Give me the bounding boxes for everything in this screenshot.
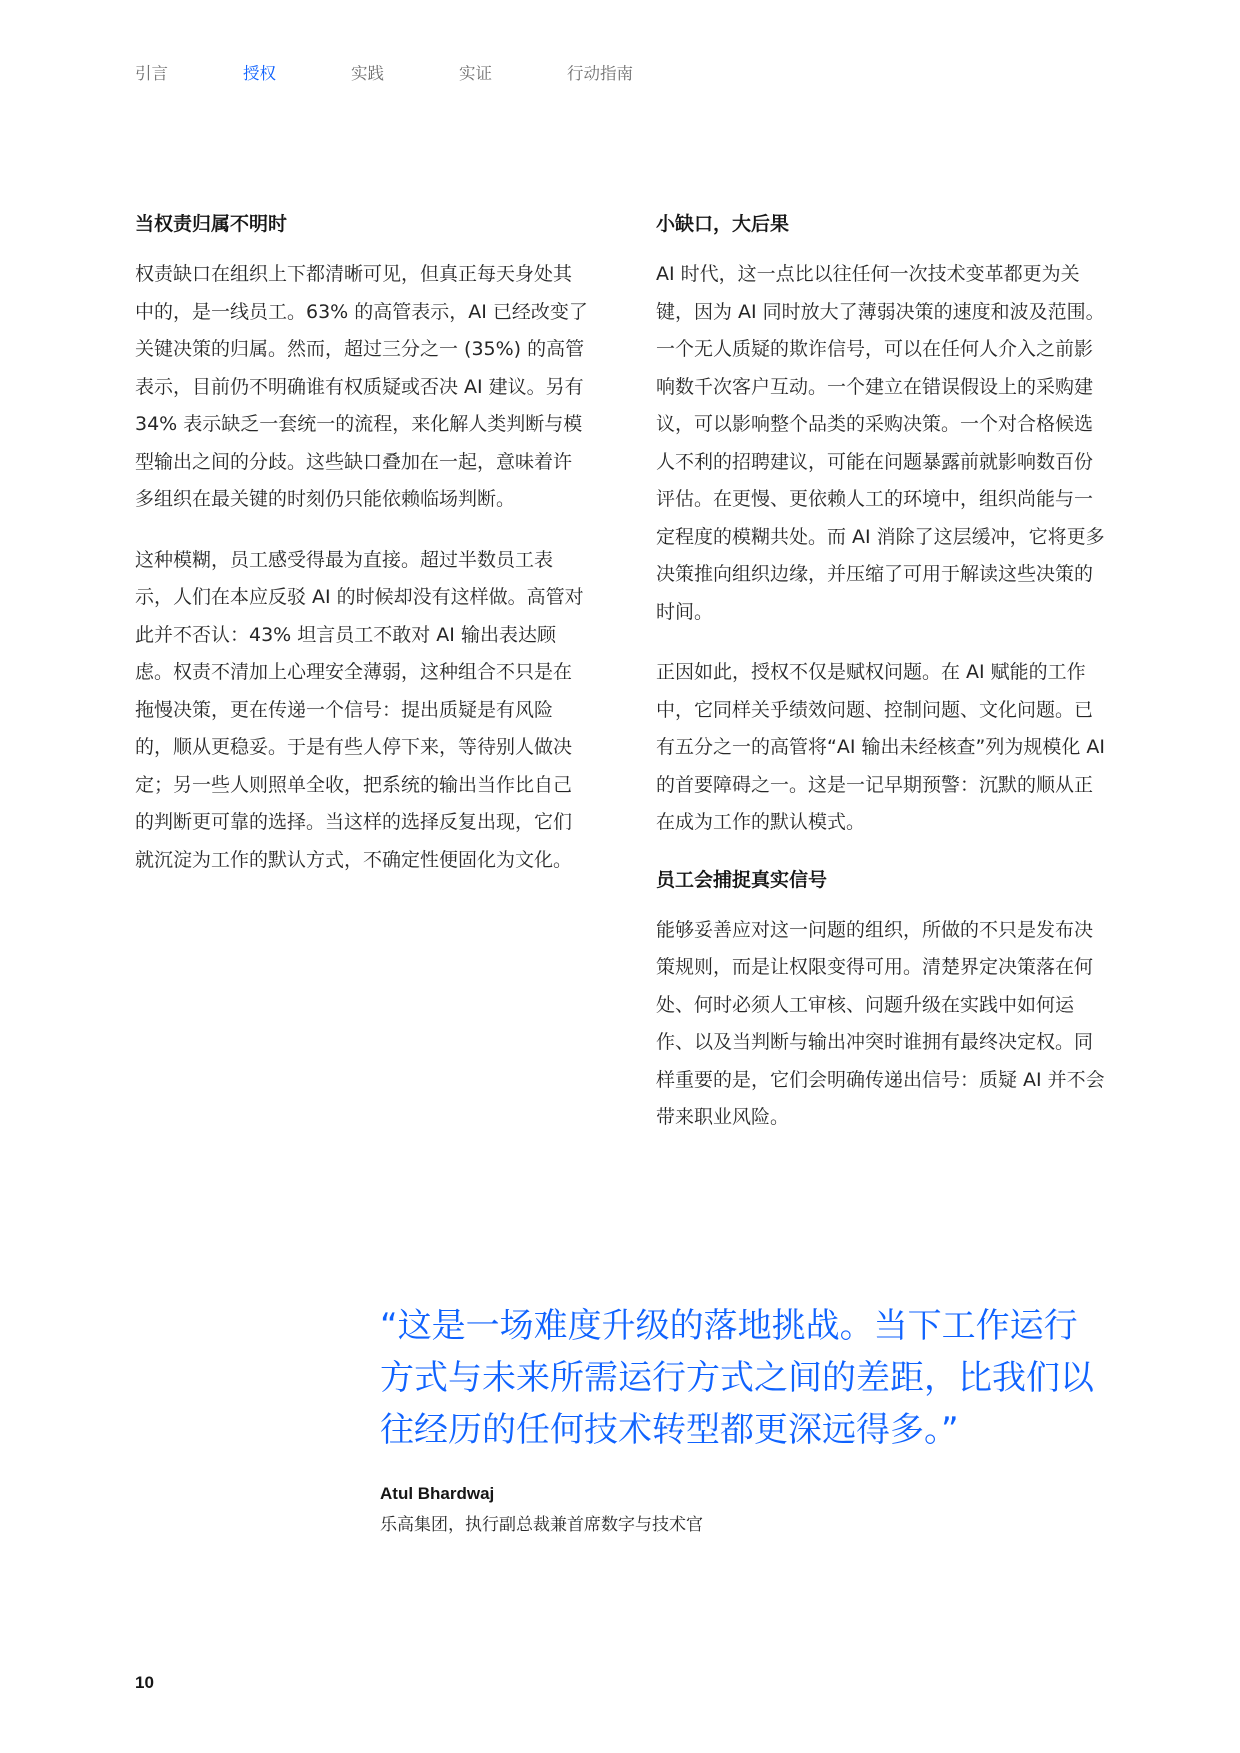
body-paragraph: AI 时代，这一点比以往任何一次技术变革都更为关键，因为 AI 同时放大了薄弱决策的速度和波及范围。一个无人质疑的欺诈信号，可以在任何人介入之前影响数千次客户互动。一个建立在错误假设上的采购建议，可以影响整个品类的采购决策。一个对合格候选人不利的招聘建议，可能在问题暴露前就影响数百份评估。在更慢、更依赖人工的环境中，组织尚能与一定程度的模糊共处。而 AI 消除了这层缓冲，它将更多决策推向组织边缘，并压缩了可用于解读这些决策的时间。 — [656, 263, 1105, 623]
nav-item-action-guide[interactable]: 行动指南 — [567, 64, 633, 83]
section-heading: 员工会捕捉真实信号 — [656, 868, 828, 891]
right-column — [656, 210, 1111, 1160]
quote-author-role: 乐高集团，执行副总裁兼首席数字与技术官 — [380, 1515, 703, 1535]
section-heading: 当权责归属不明时 — [135, 213, 288, 235]
pull-quote — [380, 1300, 1110, 1535]
nav-item-empowerment[interactable]: 授权 — [243, 64, 276, 83]
nav-item-evidence[interactable]: 实证 — [459, 64, 492, 83]
body-paragraph: 这种模糊，员工感受得最为直接。超过半数员工表示，人们在本应反驳 AI 的时候却没有这样做。高管对此并不否认：43% 坦言员工不敢对 AI 输出表达顾虑。权责不清加上心理安全薄弱，这种组合不只是在拖慢决策，更在传递一个信号：提出质疑是有风险的，顺从更稳妥。于是有些人停下来，等待别人做决定；另一些人则照单全收，把系统的输出当作比自己的判断更可靠的选择。当这样的选择反复出现，它们就沉淀为工作的默认方式，不确定性便固化为文化。 — [135, 548, 584, 871]
body-paragraph: 权责缺口在组织上下都清晰可见，但真正每天身处其中的，是一线员工。63% 的高管表示，AI 已经改变了关键决策的归属。然而，超过三分之一 (35%) 的高管表示，目前仍不明确谁有权质疑或否决 AI 建议。另有 34% 表示缺乏一套统一的流程，来化解人类判断与模型输出之间的分歧。这些缺口叠加在一起，意味着许多组织在最关键的时刻仍只能依赖临场判断。 — [135, 263, 588, 510]
section-heading: 小缺口，大后果 — [656, 213, 790, 235]
page-number: 10 — [135, 1673, 154, 1692]
nav-item-intro[interactable]: 引言 — [135, 64, 168, 83]
body-paragraph: 正因如此，授权不仅是赋权问题。在 AI 赋能的工作中，它同样关乎绩效问题、控制问题、文化问题。已有五分之一的高管将“AI 输出未经核查”列为规模化 AI 的首要障碍之一。这是一记早期预警：沉默的顺从正在成为工作的默认模式。 — [656, 661, 1105, 833]
body-paragraph: 能够妥善应对这一问题的组织，所做的不只是发布决策规则，而是让权限变得可用。清楚界定决策落在何处、何时必须人工审核、问题升级在实践中如何运作、以及当判断与输出冲突时谁拥有最终决定权。同样重要的是，它们会明确传递出信号：质疑 AI 并不会带来职业风险。 — [656, 918, 1105, 1128]
nav-item-practice[interactable]: 实践 — [351, 64, 384, 83]
left-column — [135, 210, 590, 902]
quote-text: “这是一场难度升级的落地挑战。当下工作运行方式与未来所需运行方式之间的差距，比我们以往经历的任何技术转型都更深远得多。” — [380, 1306, 1094, 1450]
quote-author: Atul Bhardwaj — [380, 1484, 495, 1503]
